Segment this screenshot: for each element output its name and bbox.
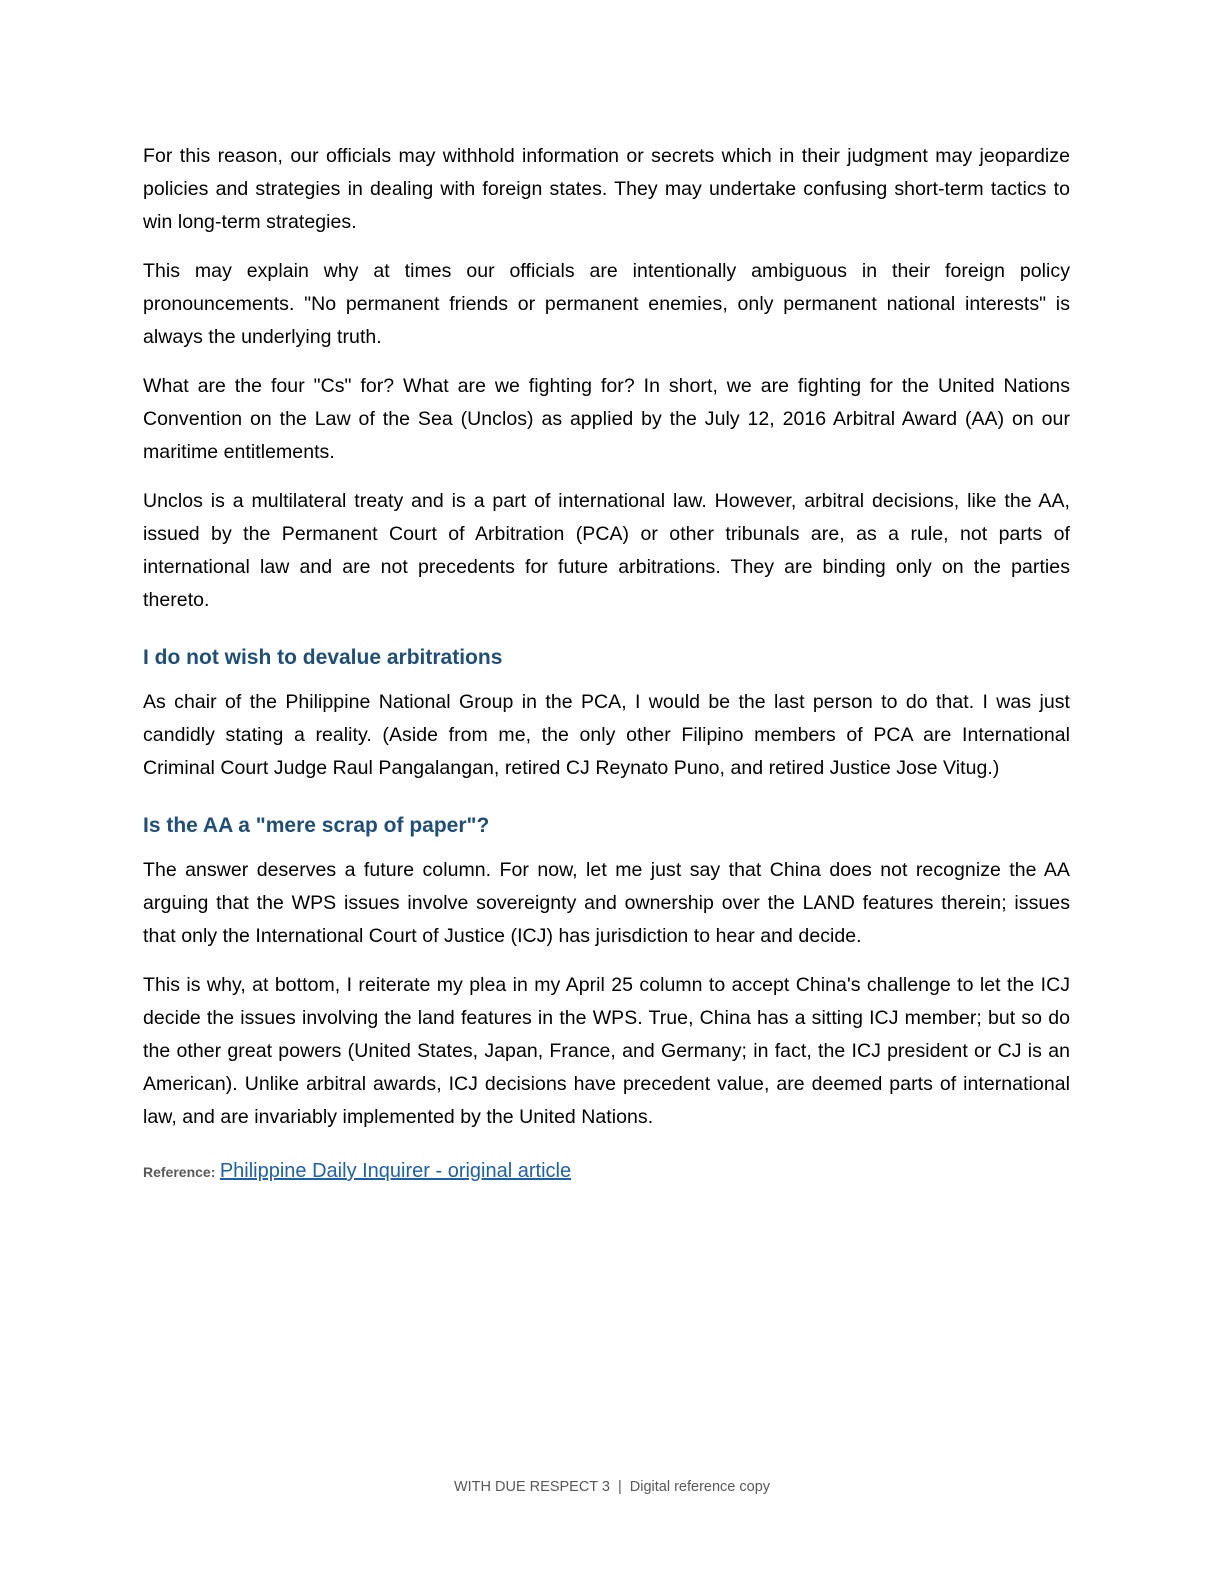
document-page xyxy=(143,140,1070,1188)
paragraph-pca-chair: As chair of the Philippine National Group in the PCA, I would be the last person to do that. I was just candidly stating a reality. (Aside from me, the only other Filipino members of PCA are International Criminal Court Judge Raul Pangalangan, retired CJ Reynato Puno, and retired Justice Jose Vitug.) xyxy=(143,691,1070,779)
heading-scrap-of-paper: Is the AA a "mere scrap of paper"? xyxy=(143,814,490,837)
reference-line xyxy=(143,1156,1070,1188)
footer-page-label: WITH DUE RESPECT 3 xyxy=(453,1479,610,1495)
paragraph-withhold-information: For this reason, our officials may withhold information or secrets which in their judgment may jeopardize policies and strategies in dealing with foreign states. They may undertake confusing short-term tactics to win long-term strategies. xyxy=(143,145,1070,233)
footer-copy-label: Digital reference copy xyxy=(629,1479,771,1495)
heading-devalue-arbitrations: I do not wish to devalue arbitrations xyxy=(143,646,503,669)
reference-label: Reference: xyxy=(143,1164,216,1180)
paragraph-unclos-treaty: Unclos is a multilateral treaty and is a part of international law. However, arbitral decisions, like the AA, issued by the Permanent Court of Arbitration (PCA) or other tribunals are, as a rule, not parts of international law and are not precedents for future arbitrations. They are binding only on the parties thereto. xyxy=(143,490,1070,611)
paragraph-ambiguous-pronouncements: This may explain why at times our officials are intentionally ambiguous in their foreign policy pronouncements. "No permanent friends or permanent enemies, only permanent national interests" is always the underlying truth. xyxy=(143,260,1070,348)
reference-link[interactable]: Philippine Daily Inquirer - original article xyxy=(219,1160,572,1182)
page-footer xyxy=(0,1479,1224,1495)
paragraph-four-cs: What are the four "Cs" for? What are we fighting for? In short, we are fighting for the United Nations Convention on the Law of the Sea (Unclos) as applied by the July 12, 2016 Arbitral Award (AA) on our maritime entitlements. xyxy=(143,375,1070,463)
paragraph-icj-plea: This is why, at bottom, I reiterate my plea in my April 25 column to accept China's challenge to let the ICJ decide the issues involving the land features in the WPS. True, China has a sitting ICJ member; but so do the other great powers (United States, Japan, France, and Germany; in fact, the ICJ president or CJ is an American). Unlike arbitral awards, ICJ decisions have precedent value, are deemed parts of international law, and are invariably implemented by the United Nations. xyxy=(143,974,1070,1128)
footer-separator: | xyxy=(618,1479,622,1495)
paragraph-future-column: The answer deserves a future column. For now, let me just say that China does not recognize the AA arguing that the WPS issues involve sovereignty and ownership over the LAND features therein; issues that only the International Court of Justice (ICJ) has jurisdiction to hear and decide. xyxy=(143,859,1070,947)
